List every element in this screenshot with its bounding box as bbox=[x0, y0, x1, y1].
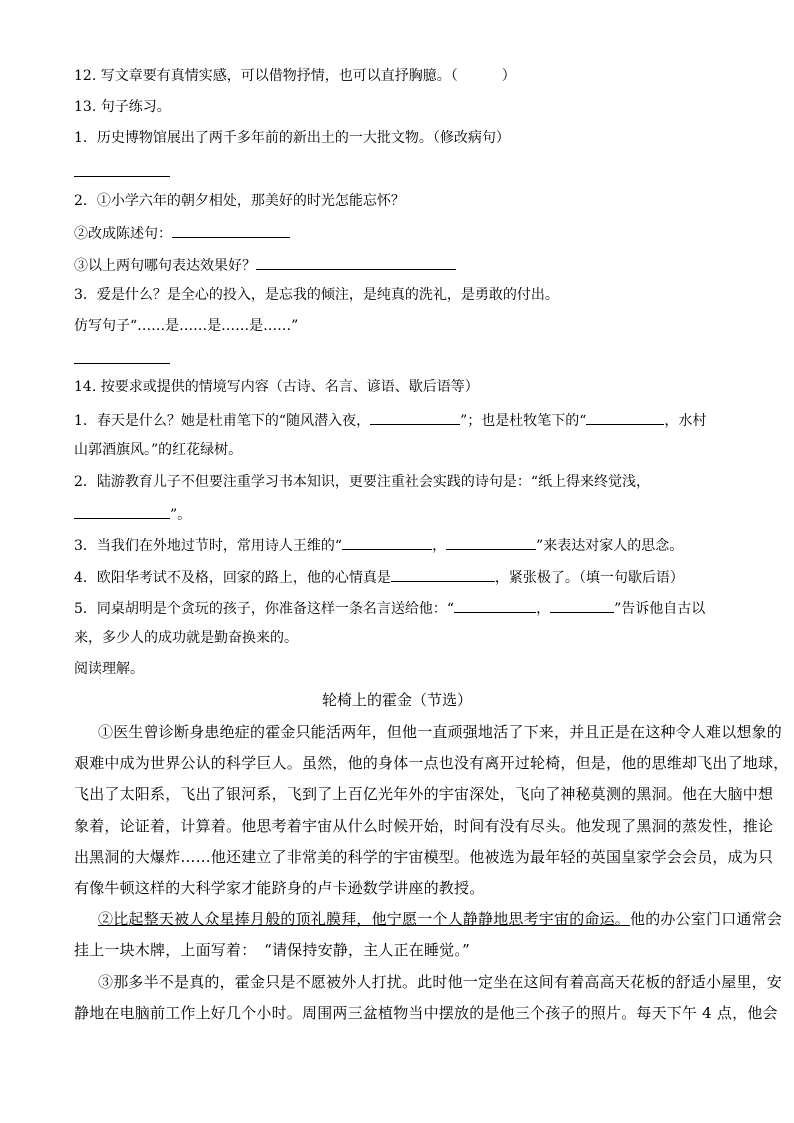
answer-line[interactable] bbox=[446, 534, 536, 550]
question-13-item-2b: ③以上两句哪句表达效果好？ bbox=[74, 254, 720, 274]
underlined-sentence: ②比起整天被人众星捧月般的顶礼膜拜，他宁愿一个人静静地思考宇宙的命运。 bbox=[98, 910, 631, 928]
reading-label: 阅读理解。 bbox=[74, 661, 144, 677]
passage-p3-line: 静地在电脑前工作上好几个小时。周围两三盆植物当中摆放的是他三个孩子的照片。每天下午 4 点，他会 bbox=[74, 1004, 778, 1022]
question-14-item-4: 4．欧阳华考试不及格，回家的路上，他的心情真是 ，紧张极了。（填一句歇后语） bbox=[74, 566, 720, 586]
question-13-item-3a: 仿写句子“……是……是……是……” bbox=[74, 318, 299, 334]
question-14-item-3: 3．当我们在外地过节时，常用诗人王维的“ ， ”来表达对家人的思念。 bbox=[74, 534, 720, 554]
question-14-item-2-cont: ”。 bbox=[74, 503, 720, 523]
question-14-item-5: 5．同桌胡明是个贪玩的孩子，你准备这样一条名言送给他：“ ， ”告诉他自古以 bbox=[74, 597, 720, 617]
answer-line[interactable] bbox=[256, 254, 456, 270]
answer-line[interactable] bbox=[172, 222, 290, 238]
answer-line[interactable] bbox=[342, 534, 432, 550]
passage-p1-line: 艰难中成为世界公认的科学巨人。虽然，他的身体一点也没有离开过轮椅，但是，他的思维却飞出了地球， bbox=[74, 754, 789, 772]
passage-p3-line: ③那多半不是真的，霍金只是不愿被外人打扰。此时他一定坐在这间有着高高天花板的舒适小屋里，安 bbox=[98, 973, 783, 991]
answer-line[interactable] bbox=[370, 409, 460, 425]
passage-title: 轮椅上的霍金（节选） bbox=[321, 691, 472, 709]
answer-line[interactable] bbox=[586, 409, 664, 425]
passage-p1-line: 象着，论证着，计算着。他思考着宇宙从什么时候开始，时间有没有尽头。他发现了黑洞的蒸发性，推论 bbox=[74, 817, 774, 835]
passage-p2-line: 挂上一块木牌，上面写着： “请保持安静，主人正在睡觉。” bbox=[74, 941, 470, 959]
question-14-title: 14. 按要求或提供的情境写内容（古诗、名言、谚语、歇后语等） bbox=[74, 379, 479, 395]
answer-line[interactable] bbox=[454, 597, 536, 613]
passage-p1-line: 有像牛顿这样的大科学家才能跻身的卢卡逊数学讲座的教授。 bbox=[74, 879, 485, 897]
question-13-item-3: 3．爱是什么？是全心的投入，是忘我的倾注，是纯真的洗礼，是勇敢的付出。 bbox=[74, 287, 559, 303]
question-14-item-1-cont: 山郭酒旗风。”的红花绿树。 bbox=[74, 442, 243, 458]
answer-line[interactable] bbox=[74, 503, 170, 519]
question-12: 12. 写文章要有真情实感，可以借物抒情，也可以直抒胸臆。（ ） bbox=[74, 68, 516, 84]
question-13-item-1: 1．历史博物馆展出了两千多年前的新出土的一大批文物。（修改病句） bbox=[74, 130, 510, 146]
answer-line[interactable] bbox=[74, 363, 170, 364]
question-14-item-5-cont: 来，多少人的成功就是勤奋换来的。 bbox=[74, 630, 298, 646]
answer-line[interactable] bbox=[74, 176, 170, 177]
answer-line[interactable] bbox=[550, 597, 614, 613]
question-14-item-1: 1．春天是什么？她是杜甫笔下的“随风潜入夜， ”；也是杜牧笔下的“ ，水村 bbox=[74, 409, 720, 429]
answer-line[interactable] bbox=[391, 566, 495, 582]
question-13-item-2a: ②改成陈述句： bbox=[74, 222, 720, 242]
question-14-item-2: 2．陆游教育儿子不但要注重学习书本知识，更要注重社会实践的诗句是：“纸上得来终觉浅， bbox=[74, 474, 651, 490]
passage-p1-line: 飞出了太阳系，飞出了银河系，飞到了上百亿光年外的宇宙深处，飞向了神秘莫测的黑洞。他在大脑中想 bbox=[74, 785, 774, 803]
question-13-item-2: 2．①小学六年的朝夕相处，那美好的时光怎能忘怀？ bbox=[74, 193, 405, 209]
passage-p2-line: ②比起整天被人众星捧月般的顶礼膜拜，他宁愿一个人静静地思考宇宙的命运。他的办公室门口通常会 bbox=[98, 910, 783, 928]
passage-p1-line: ①医生曾诊断身患绝症的霍金只能活两年，但他一直顽强地活了下来，并且正是在这种令人难以想象的 bbox=[98, 723, 783, 741]
question-13-title: 13. 句子练习。 bbox=[74, 99, 171, 115]
passage-p1-line: 出黑洞的大爆炸……他还建立了非常美的科学的宇宙模型。他被选为最年轻的英国皇家学会会员，成为只 bbox=[74, 848, 774, 866]
